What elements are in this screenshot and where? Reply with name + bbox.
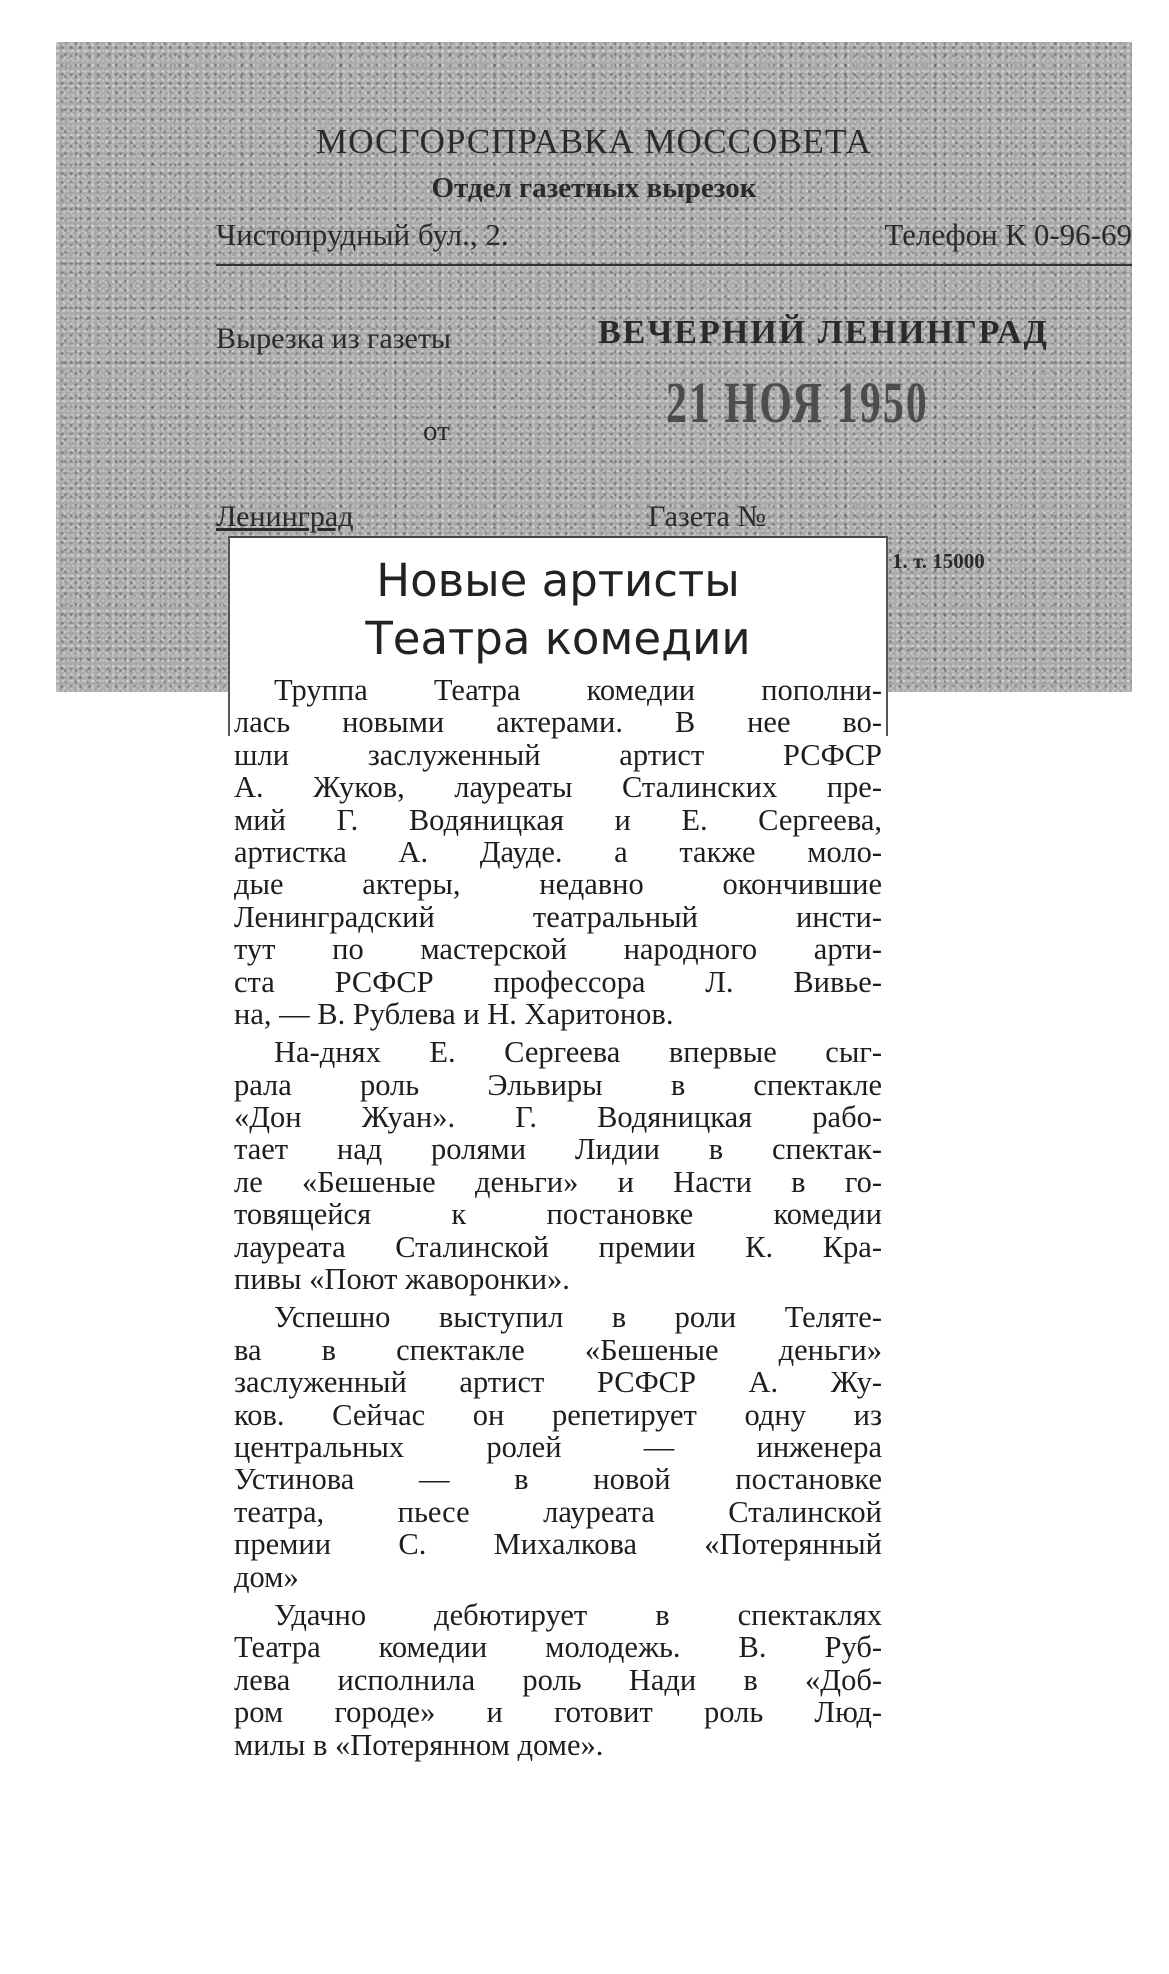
article-line: ле «Бешеные деньги» и Насти в го- [234, 1164, 882, 1199]
article-line: Устинова — в новой постановке [234, 1462, 882, 1497]
article-line: тает над ролями Лидии в спектак- [234, 1132, 882, 1167]
article-line: лась новыми актерами. В нее во- [234, 705, 882, 740]
article-line: Труппа Театра комедии пополни- [274, 673, 882, 707]
article-line: Удачно дебютирует в спектаклях [274, 1597, 882, 1632]
article-line: ром городе» и готовит роль Люд- [234, 1695, 882, 1730]
phone-number: Телефон К 0-96-69 [884, 217, 1132, 252]
article-line: Театра комедии молодежь. В. Руб- [234, 1630, 882, 1665]
article-line: ва в спектакле «Бешеные деньги» [234, 1332, 882, 1367]
article-line: рала роль Эльвиры в спектакле [234, 1067, 882, 1102]
issue-number-label: Газета № [648, 500, 766, 533]
print-order-fragment: 1. т. 15000 [892, 549, 985, 573]
article-line: артистка А. Дауде. а также моло- [234, 834, 882, 869]
article-line: Успешно выступил в роли Теляте- [274, 1300, 882, 1335]
article-line: тут по мастерской народного арти- [234, 932, 882, 967]
form-divider [216, 264, 1132, 266]
article-line: На-днях Е. Сергеева впервые сыг- [274, 1035, 882, 1070]
article-line: на, — В. Рублева и Н. Харитонов. [234, 996, 674, 1031]
article-line: шли заслуженный артист РСФСР [234, 737, 882, 772]
article-headline-line2: Театра комедии [365, 612, 751, 665]
article-line: мий Г. Водяницкая и Е. Сергеева, [234, 802, 882, 837]
article-line: ков. Сейчас он репетирует одну из [234, 1397, 882, 1432]
address: Чистопрудный бул., 2. [216, 217, 509, 252]
article-body [234, 674, 882, 1761]
article-line: дом» [234, 1559, 299, 1594]
city: Ленинград [216, 500, 354, 533]
newspaper-name: ВЕЧЕРНИЙ ЛЕНИНГРАД [598, 314, 1049, 351]
newspaper-clipping [228, 536, 888, 1826]
clipping-edge-top [228, 536, 888, 538]
clipping-label: Вырезка из газеты [216, 322, 452, 355]
article-line: центральных ролей — инженера [234, 1429, 882, 1464]
organization-name: МОСГОРСПРАВКА МОССОВЕТА [316, 122, 872, 161]
article-line: пивы «Поют жаворонки». [234, 1262, 570, 1297]
date-stamp: 21 НОЯ 1950 [666, 370, 929, 435]
article-headline-line1: Новые артисты [376, 554, 740, 607]
article-line: премии С. Михалкова «Потерянный [234, 1527, 882, 1562]
date-label: от [423, 415, 450, 447]
article-line: Ленинградский театральный инсти- [234, 899, 882, 934]
article-line: «Дон Жуан». Г. Водяницкая рабо- [234, 1100, 882, 1135]
article-line: лева исполнила роль Нади в «Доб- [234, 1662, 882, 1697]
article-line: А. Жуков, лауреаты Сталинских пре- [234, 770, 882, 805]
article-line: лауреата Сталинской премии К. Кра- [234, 1229, 882, 1264]
article-line: ста РСФСР профессора Л. Вивье- [234, 964, 882, 999]
department-name: Отдел газетных вырезок [431, 172, 757, 204]
article-line: театра, пьесе лауреата Сталинской [234, 1494, 882, 1529]
article-line: милы в «Потерянном доме». [234, 1727, 604, 1762]
article-line: товящейся к постановке комедии [234, 1197, 882, 1232]
article-line: заслуженный артист РСФСР А. Жу- [234, 1365, 882, 1400]
article-line: дые актеры, недавно окончившие [234, 867, 882, 902]
